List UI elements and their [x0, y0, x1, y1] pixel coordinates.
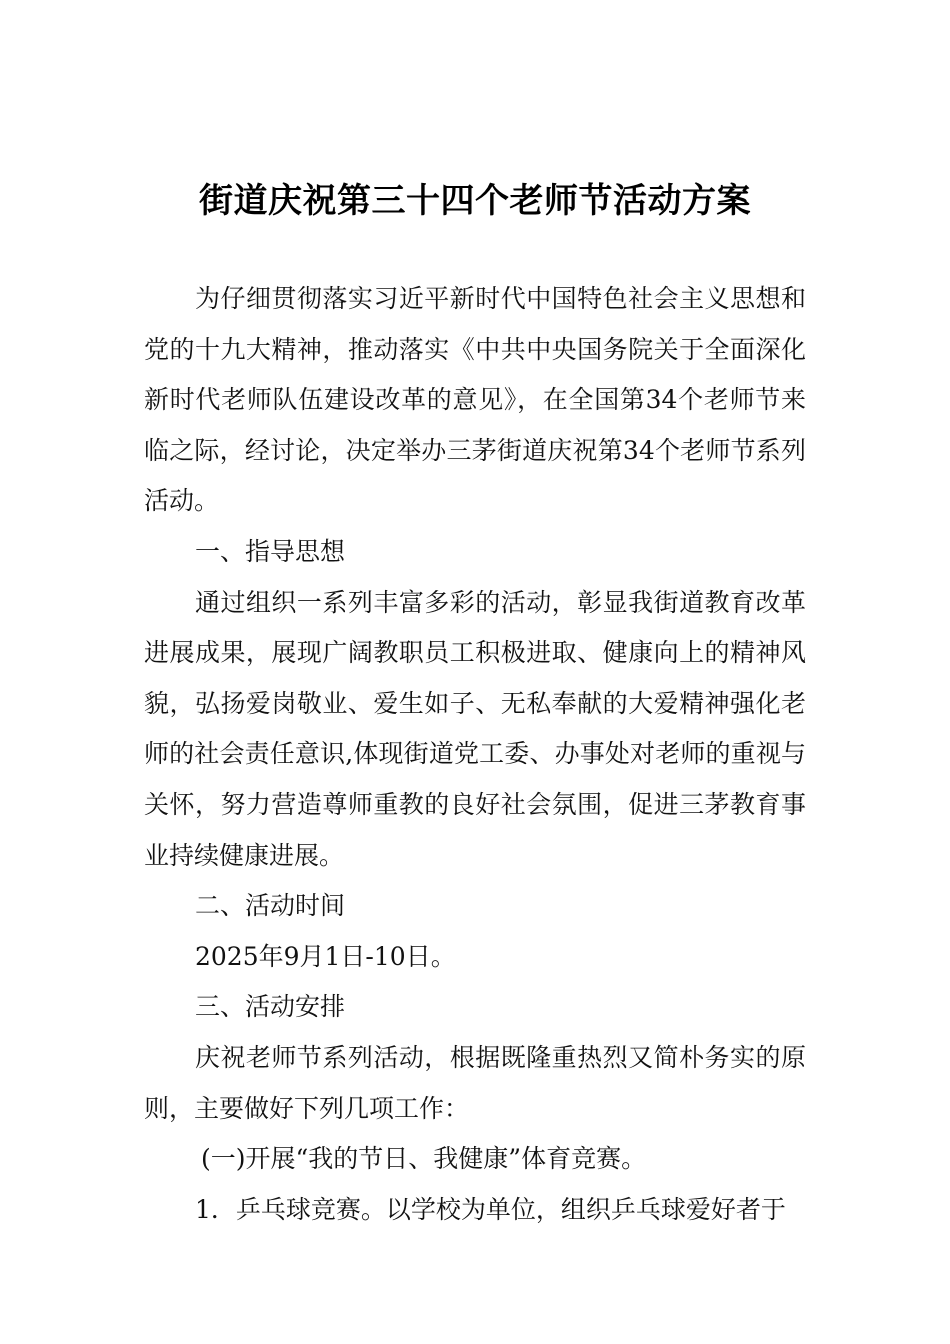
- section-heading-activity-time: 二、活动时间: [195, 891, 346, 921]
- section-heading-guiding-ideology: 一、指导思想: [195, 536, 346, 566]
- document-body: [144, 274, 806, 1235]
- section-heading-activity-arrangement: 三、活动安排: [195, 992, 346, 1022]
- subsection-heading-sports-competition: (一)开展“我的节日、我健康”体育竞赛。: [201, 1144, 647, 1174]
- guiding-ideology-paragraph: 通过组织一系列丰富多彩的活动，彰显我街道教育改革进展成果，展现广阔教职员工积极进取、健康向上的精神风貌，弘扬爱岗敬业、爱生如子、无私奉献的大爱精神强化老师的社会责任意识,体现街道党工委、办事处对老师的重视与关怀，努力营造尊师重教的良好社会氛围，促进三茅教育事业持续健康进展。: [144, 587, 806, 870]
- intro-paragraph: 为仔细贯彻落实习近平新时代中国特色社会主义思想和党的十九大精神，推动落实《中共中央国务院关于全面深化新时代老师队伍建设改革的意见》，在全国第34个老师节来临之际，经讨论，决定举办三茅街道庆祝第34个老师节系列活动。: [144, 284, 806, 516]
- table-tennis-paragraph: 1．乒乓球竞赛。以学校为单位，组织乒乓球爱好者于: [195, 1194, 786, 1224]
- activity-arrangement-paragraph: 庆祝老师节系列活动，根据既隆重热烈又简朴务实的原则，主要做好下列几项工作：: [144, 1042, 806, 1123]
- document-title: 街道庆祝第三十四个老师节活动方案: [199, 181, 751, 221]
- activity-time-paragraph: 2025年9月1日-10日。: [195, 941, 456, 971]
